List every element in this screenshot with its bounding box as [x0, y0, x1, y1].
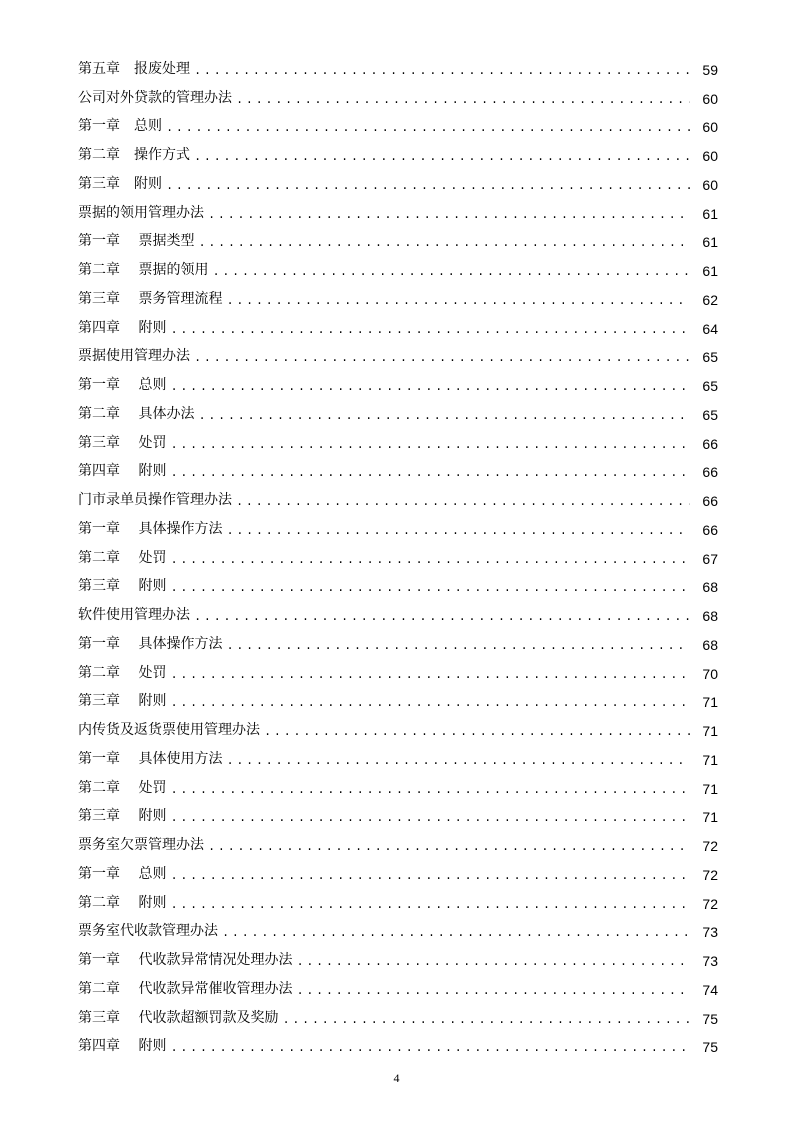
dot-leader [170, 1041, 690, 1055]
table-of-contents [78, 49, 718, 1055]
toc-entry-title: 第二章 附则 [78, 894, 167, 911]
toc-entry[interactable] [78, 308, 718, 337]
dot-leader [208, 840, 690, 854]
dot-leader [296, 955, 690, 969]
dot-leader [198, 409, 690, 423]
toc-entry-title: 第三章 票务管理流程 [78, 290, 223, 307]
toc-entry-title: 票据使用管理办法 [78, 348, 190, 365]
dot-leader [166, 121, 690, 135]
toc-entry-title: 第二章 处罚 [78, 664, 167, 681]
toc-entry-title: 第一章 总则 [78, 865, 167, 882]
toc-entry-title: 第三章 附则 [78, 175, 162, 192]
toc-entry-title: 第一章 总则 [78, 377, 167, 393]
toc-entry-title: 第一章 具体操作方法 [78, 520, 223, 537]
toc-entry[interactable] [78, 107, 718, 136]
dot-leader [170, 869, 690, 883]
toc-entry-page-number: 61 [702, 234, 718, 251]
toc-entry-title: 第二章 处罚 [78, 549, 167, 566]
dot-leader [226, 294, 690, 308]
dot-leader [194, 610, 690, 624]
toc-entry[interactable] [78, 193, 718, 222]
toc-entry-page-number: 73 [702, 953, 718, 969]
dot-leader [208, 208, 690, 222]
toc-entry[interactable] [78, 912, 718, 941]
toc-entry-title: 第二章 处罚 [78, 779, 167, 796]
toc-entry-page-number: 70 [702, 665, 718, 682]
dot-leader [194, 150, 690, 164]
toc-entry-page-number: 71 [702, 809, 718, 826]
toc-entry-page-number: 72 [702, 838, 718, 854]
toc-entry[interactable] [78, 337, 718, 366]
toc-entry-page-number: 71 [702, 751, 718, 768]
dot-leader [170, 811, 690, 825]
dot-leader [194, 351, 690, 365]
toc-entry-title: 票务室欠票管理办法 [78, 837, 204, 853]
toc-entry-title: 第三章 附则 [78, 693, 167, 710]
dot-leader [170, 553, 690, 567]
toc-entry-page-number: 66 [702, 435, 718, 452]
toc-entry-title: 第二章 具体办法 [78, 405, 195, 422]
page-number-footer: 4 [393, 1071, 400, 1085]
toc-entry-title: 第一章 代收款异常情况处理办法 [78, 952, 293, 968]
toc-entry[interactable] [78, 653, 718, 682]
toc-entry[interactable] [78, 739, 718, 768]
toc-entry-title: 票据的领用管理办法 [78, 204, 204, 221]
toc-entry-page-number: 60 [702, 176, 718, 193]
toc-entry-title: 内传货及返货票使用管理办法 [78, 722, 260, 738]
toc-entry[interactable] [78, 883, 718, 912]
dot-leader [170, 581, 690, 595]
toc-entry-title: 第三章 附则 [78, 808, 167, 825]
dot-leader [282, 1013, 690, 1027]
dot-leader [170, 668, 690, 682]
toc-entry[interactable] [78, 825, 718, 854]
dot-leader [212, 265, 690, 279]
toc-entry-page-number: 71 [702, 694, 718, 711]
toc-entry-title: 第三章 附则 [78, 578, 167, 595]
dot-leader [226, 524, 690, 538]
toc-entry-page-number: 72 [702, 895, 718, 912]
dot-leader [170, 898, 690, 912]
toc-entry-page-number: 74 [702, 981, 718, 998]
toc-entry[interactable] [78, 595, 718, 624]
dot-leader [236, 93, 690, 107]
toc-entry-title: 第一章 具体使用方法 [78, 750, 223, 767]
toc-entry-page-number: 60 [702, 148, 718, 164]
toc-entry[interactable] [78, 480, 718, 509]
toc-entry-title: 第四章 附则 [78, 463, 167, 480]
dot-leader [170, 438, 690, 452]
toc-entry-title: 票务室代收款管理办法 [78, 923, 218, 940]
toc-entry[interactable] [78, 49, 718, 78]
toc-entry-page-number: 66 [702, 521, 718, 538]
toc-entry[interactable] [78, 797, 718, 826]
toc-entry-page-number: 60 [702, 90, 718, 107]
toc-entry[interactable] [78, 854, 718, 883]
toc-entry-page-number: 72 [702, 866, 718, 883]
toc-entry-title: 第一章 总则 [78, 118, 162, 135]
toc-entry-page-number: 65 [702, 406, 718, 423]
toc-entry-page-number: 59 [702, 61, 718, 78]
dot-leader [222, 926, 690, 940]
toc-entry-page-number: 65 [702, 378, 718, 394]
dot-leader [264, 725, 690, 739]
toc-entry[interactable] [78, 998, 718, 1027]
toc-entry-title: 第四章 附则 [78, 1038, 167, 1055]
toc-entry[interactable] [78, 969, 718, 998]
toc-entry-title: 第三章 处罚 [78, 434, 167, 451]
toc-entry[interactable] [78, 394, 718, 423]
toc-entry[interactable] [78, 768, 718, 797]
dot-leader [226, 639, 690, 653]
toc-entry[interactable] [78, 423, 718, 452]
toc-entry-page-number: 71 [702, 780, 718, 797]
dot-leader [170, 380, 690, 394]
toc-entry[interactable] [78, 624, 718, 653]
dot-leader [170, 323, 690, 337]
toc-entry[interactable] [78, 365, 718, 394]
toc-entry-title: 第二章 操作方式 [78, 147, 190, 163]
toc-entry-title: 门市录单员操作管理办法 [78, 492, 232, 508]
toc-entry-page-number: 75 [702, 1039, 718, 1056]
toc-entry-page-number: 62 [702, 291, 718, 308]
toc-entry[interactable] [78, 567, 718, 596]
toc-entry-page-number: 61 [702, 263, 718, 279]
toc-entry[interactable] [78, 1027, 718, 1056]
toc-entry-page-number: 65 [702, 349, 718, 366]
toc-entry-page-number: 61 [702, 205, 718, 222]
toc-entry-title: 第五章 报废处理 [78, 60, 190, 77]
toc-entry-page-number: 67 [702, 550, 718, 567]
toc-entry[interactable] [78, 682, 718, 711]
toc-entry-title: 第二章 代收款异常催收管理办法 [78, 980, 293, 997]
toc-entry[interactable] [78, 222, 718, 251]
dot-leader [296, 984, 690, 998]
toc-entry-title: 第四章 附则 [78, 319, 167, 336]
toc-entry-page-number: 68 [702, 579, 718, 596]
toc-entry[interactable] [78, 250, 718, 279]
dot-leader [236, 495, 690, 509]
dot-leader [198, 236, 690, 250]
toc-entry-title: 第二章 票据的领用 [78, 262, 209, 278]
toc-entry[interactable] [78, 279, 718, 308]
toc-entry[interactable] [78, 164, 718, 193]
dot-leader [194, 64, 690, 78]
dot-leader [170, 696, 690, 710]
dot-leader [226, 754, 690, 768]
toc-entry[interactable] [78, 710, 718, 739]
dot-leader [170, 783, 690, 797]
toc-entry-title: 软件使用管理办法 [78, 607, 190, 623]
toc-entry-title: 公司对外贷款的管理办法 [78, 89, 232, 106]
toc-entry[interactable] [78, 940, 718, 969]
toc-entry-page-number: 64 [702, 320, 718, 337]
toc-entry-page-number: 68 [702, 636, 718, 653]
toc-entry[interactable] [78, 509, 718, 538]
toc-entry[interactable] [78, 538, 718, 567]
toc-entry-page-number: 73 [702, 924, 718, 941]
toc-entry-page-number: 68 [702, 608, 718, 624]
toc-entry-page-number: 60 [702, 119, 718, 136]
dot-leader [166, 179, 690, 193]
toc-entry[interactable] [78, 78, 718, 107]
toc-entry-page-number: 71 [702, 723, 718, 739]
toc-entry-page-number: 66 [702, 493, 718, 509]
toc-entry[interactable] [78, 452, 718, 481]
toc-entry[interactable] [78, 135, 718, 164]
dot-leader [170, 466, 690, 480]
toc-entry-title: 第一章 票据类型 [78, 233, 195, 250]
toc-entry-page-number: 66 [702, 464, 718, 481]
toc-entry-page-number: 75 [702, 1010, 718, 1027]
toc-entry-title: 第三章 代收款超额罚款及奖励 [78, 1009, 279, 1026]
toc-entry-title: 第一章 具体操作方法 [78, 635, 223, 652]
